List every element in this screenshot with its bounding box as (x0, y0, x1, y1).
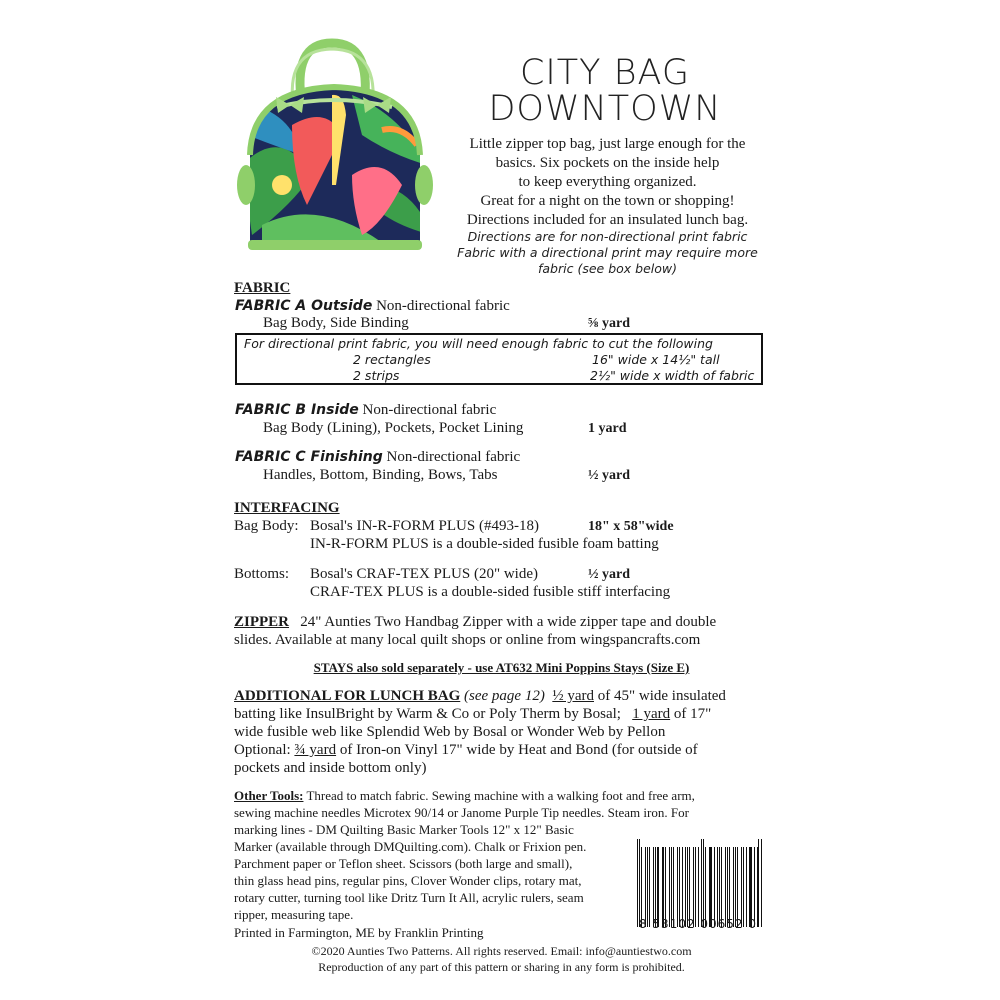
lunch-text-2a: batting like InsulBright by Warm & Co or Poly Therm by Bosal; (234, 706, 621, 722)
box-row2-left: 2 strips (353, 368, 400, 383)
fabric-c-item: Handles, Bottom, Binding, Bows, Tabs (263, 467, 498, 483)
fabric-a-desc: Non-directional fabric (376, 298, 510, 314)
tools-text: Marker (available through DMQuilting.com). Chalk or Frixion pen. (234, 839, 587, 854)
box-line-1: For directional print fabric, you will need enough fabric to cut the following (244, 336, 713, 351)
barcode (637, 835, 765, 927)
interfacing-bottom-amount: ½ yard (588, 567, 630, 582)
tools-text: thin glass head pins, regular pins, Clover Wonder clips, rotary mat, (234, 873, 582, 888)
barcode-bar (741, 847, 742, 927)
barcode-bar (682, 847, 683, 927)
title-line-2: DOWNTOWN (488, 89, 722, 129)
barcode-bar (665, 847, 666, 927)
lunch-heading: ADDITIONAL FOR LUNCH BAG (234, 688, 461, 704)
fabric-c-amount: ½ yard (588, 468, 630, 483)
barcode-bar (689, 847, 690, 927)
interfacing-body-note: IN-R-FORM PLUS is a double-sided fusible foam batting (310, 536, 659, 552)
fabric-heading: FABRIC (234, 280, 291, 296)
interfacing-body-product: Bosal's IN-R-FORM PLUS (#493-18) (310, 518, 539, 534)
barcode-bar (721, 847, 722, 927)
interfacing-bottom-label: Bottoms: (234, 566, 290, 582)
fabric-b-desc: Non-directional fabric (362, 402, 497, 418)
intro-line: Great for a night on the town or shopping! (480, 193, 735, 209)
note-line: fabric (see box below) (538, 261, 677, 276)
tools-heading: Other Tools: (234, 788, 304, 803)
printed-note: Printed in Farmington, ME by Franklin Printing (234, 925, 484, 940)
barcode-bar (653, 847, 654, 927)
bag-photo (232, 35, 437, 260)
fabric-a-row (235, 298, 510, 315)
lunch-text-5: pockets and inside bottom only) (234, 760, 427, 776)
tools-text: ripper, measuring tape. (234, 907, 354, 922)
barcode-bar (637, 839, 638, 927)
zipper-text-2: slides. Available at many local quilt shops or online from wingspancrafts.com (234, 632, 701, 648)
lunch-ref: (see page 12) (464, 688, 545, 704)
reproduction-note: Reproduction of any part of this pattern or sharing in any form is prohibited. (318, 960, 685, 974)
lunch-amount-3: ¾ yard (294, 742, 337, 758)
lunch-text-4a: Optional: (234, 742, 291, 758)
barcode-bar (735, 847, 736, 927)
fabric-a-amount: ⅝ yard (588, 316, 630, 331)
barcode-bar (710, 847, 711, 927)
tools-text: sewing machine needles Microtex 90/14 or Janome Purple Tip needles. Steam iron. For (234, 805, 689, 820)
barcode-bar (657, 847, 658, 927)
barcode-bar (705, 847, 706, 927)
zipper-section (234, 613, 774, 649)
interfacing-bottom-product: Bosal's CRAF-TEX PLUS (20" wide) (310, 566, 538, 582)
lunch-section (234, 687, 774, 777)
box-row1-right: 16" wide x 14½" tall (592, 352, 720, 367)
lunch-amount-1: ½ yard (552, 688, 594, 704)
zipper-heading: ZIPPER (234, 614, 290, 630)
box-row1-left: 2 rectangles (353, 352, 431, 367)
barcode-bar (719, 847, 720, 927)
interfacing-heading: INTERFACING (234, 500, 340, 516)
barcode-bar (743, 847, 744, 927)
barcode-bar (645, 847, 646, 927)
lunch-text-2b: of 17" (673, 706, 712, 722)
title-line-1: CITY BAG (519, 53, 690, 93)
barcode-bar (701, 839, 702, 927)
fabric-b-row (235, 402, 496, 419)
intro-line: basics. Six pockets on the inside help (495, 155, 720, 171)
fabric-c-label: FABRIC C Finishing (235, 449, 383, 465)
lunch-line-1 (234, 687, 774, 705)
fabric-b-amount: 1 yard (588, 421, 627, 436)
fabric-c-desc: Non-directional fabric (386, 449, 521, 465)
barcode-bar (729, 847, 730, 927)
fabric-b-item: Bag Body (Lining), Pockets, Pocket Lining (263, 420, 524, 436)
intro-line: Little zipper top bag, just large enough for the (469, 136, 746, 152)
barcode-bar (677, 847, 678, 927)
interfacing-body-amount: 18" x 58"wide (588, 519, 674, 534)
lunch-text-4b: of Iron-on Vinyl 17" wide by Heat and Bond (for outside of (339, 742, 698, 758)
barcode-number: 8 53102 00652 0 (638, 917, 758, 931)
tools-line-1 (234, 787, 779, 804)
lunch-text-1: of 45" wide insulated (597, 688, 726, 704)
tools-text: Parchment paper or Teflon sheet. Scissors (both large and small), (234, 856, 573, 871)
zipper-line-1 (234, 613, 774, 631)
intro-line: Directions included for an insulated lunch bag. (466, 212, 749, 228)
lunch-text-3: wide fusible web like Splendid Web by Bosal or Wonder Web by Pellon (234, 724, 666, 740)
fabric-a-label: FABRIC A Outside (235, 298, 373, 314)
note-line: Fabric with a directional print may require more (457, 245, 758, 260)
lunch-amount-2: 1 yard (632, 706, 671, 722)
barcode-bar (761, 839, 762, 927)
barcode-bar (673, 847, 674, 927)
lunch-line-4 (234, 741, 774, 759)
barcode-bar (750, 847, 751, 927)
tools-text: marking lines - DM Quilting Basic Marker Tools 12" x 12" Basic (234, 822, 574, 837)
barcode-bar (693, 847, 694, 927)
tools-text: rotary cutter, turning tool like Dritz Turn It All, acrylic rulers, seam (234, 890, 584, 905)
interfacing-body-label: Bag Body: (234, 518, 299, 534)
fabric-a-item: Bag Body, Side Binding (263, 315, 409, 331)
lunch-line-2 (234, 705, 774, 723)
barcode-bar (758, 839, 759, 927)
fabric-c-row (235, 449, 520, 466)
note-line: Directions are for non-directional print fabric (467, 229, 748, 244)
copyright-note: ©2020 Aunties Two Patterns. All rights reserved. Email: info@auntiestwo.com (311, 944, 692, 958)
directions-note (440, 229, 775, 277)
fabric-b-label: FABRIC B Inside (235, 402, 359, 418)
tools-text: Thread to match fabric. Sewing machine with a walking foot and free arm, (306, 788, 695, 803)
intro-text (440, 135, 775, 230)
barcode-bar (649, 847, 650, 927)
interfacing-bottom-note: CRAF-TEX PLUS is a double-sided fusible stiff interfacing (310, 584, 671, 600)
box-row2-right: 2½" wide x width of fabric (590, 368, 755, 383)
intro-line: to keep everything organized. (518, 174, 697, 190)
zipper-text-1: 24" Aunties Two Handbag Zipper with a wide zipper tape and double (300, 614, 717, 630)
stays-note: STAYS also sold separately - use AT632 Mini Poppins Stays (Size E) (313, 660, 690, 675)
